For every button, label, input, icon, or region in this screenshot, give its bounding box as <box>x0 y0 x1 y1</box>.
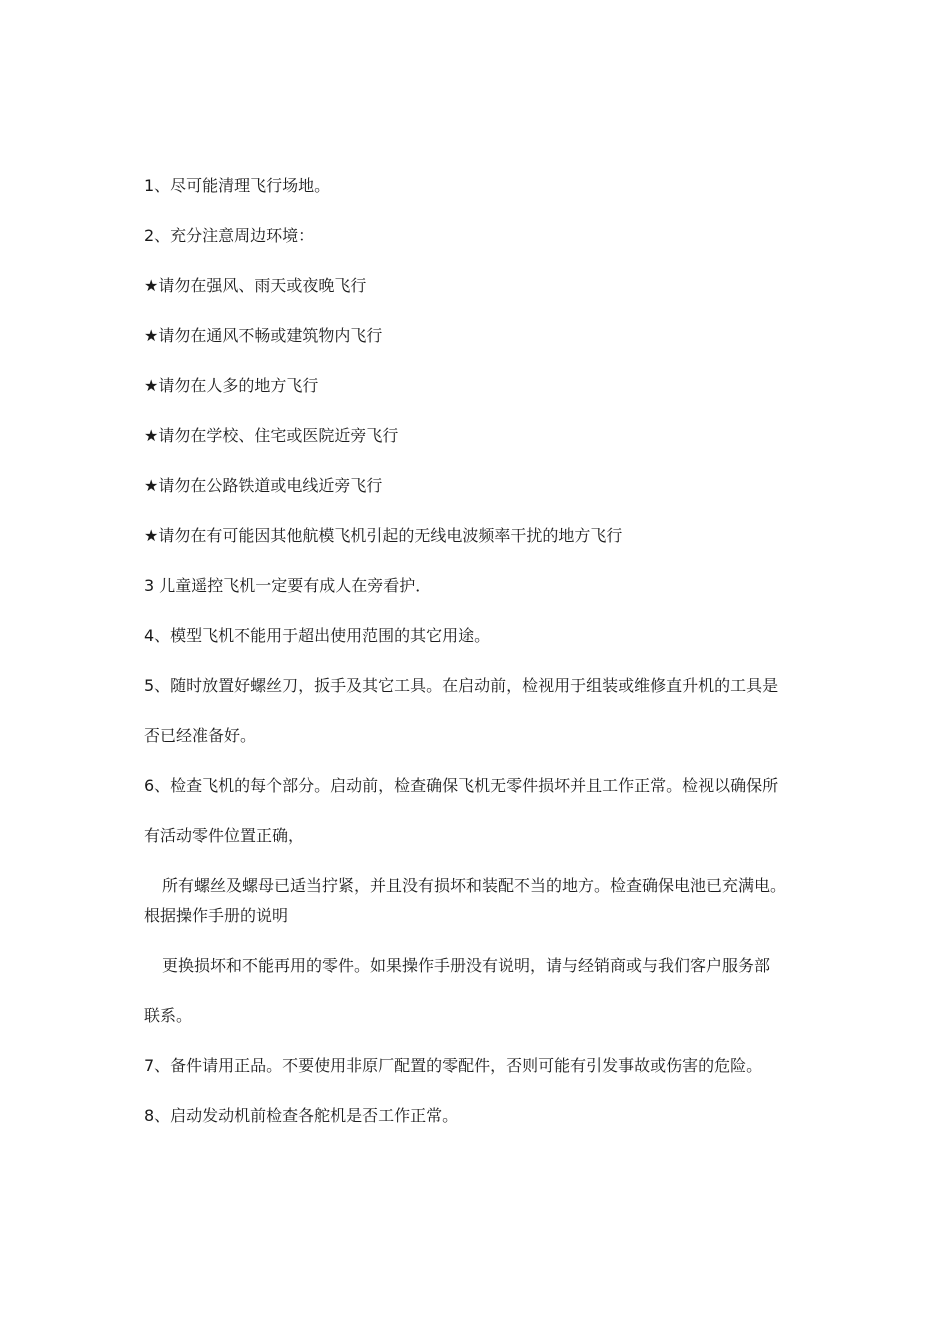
text-line-15: 所有螺丝及螺母已适当拧紧，并且没有损坏和装配不当的地方。检查确保电池已充满电。 <box>162 876 787 895</box>
text-line-18: 联系。 <box>144 1006 193 1025</box>
text-line-11: 5、随时放置好螺丝刀，扳手及其它工具。在启动前，检视用于组装或维修直升机的工具是 <box>144 676 779 695</box>
text-line-7: ★请勿在公路铁道或电线近旁飞行 <box>144 476 383 495</box>
text-line-13: 6、检查飞机的每个部分。启动前，检查确保飞机无零件损坏并且工作正常。检视以确保所 <box>144 776 779 795</box>
text-line-17: 更换损坏和不能再用的零件。如果操作手册没有说明，请与经销商或与我们客户服务部 <box>162 956 771 975</box>
text-line-10: 4、模型飞机不能用于超出使用范围的其它用途。 <box>144 626 491 645</box>
text-line-2: 2、充分注意周边环境： <box>144 226 315 245</box>
text-line-3: ★请勿在强风、雨天或夜晚飞行 <box>144 276 367 295</box>
text-line-8: ★请勿在有可能因其他航模飞机引起的无线电波频率干扰的地方飞行 <box>144 526 623 545</box>
text-line-4: ★请勿在通风不畅或建筑物内飞行 <box>144 326 383 345</box>
text-line-19: 7、备件请用正品。不要使用非原厂配置的零配件，否则可能有引发事故或伤害的危险。 <box>144 1056 763 1075</box>
text-line-12: 否已经准备好。 <box>144 726 257 745</box>
text-line-16: 根据操作手册的说明 <box>144 906 289 925</box>
text-line-1: 1、尽可能清理飞行场地。 <box>144 176 331 195</box>
text-line-5: ★请勿在人多的地方飞行 <box>144 376 319 395</box>
text-line-9: 3 儿童遥控飞机一定要有成人在旁看护． <box>144 576 432 595</box>
text-line-14: 有活动零件位置正确， <box>144 826 305 845</box>
text-line-6: ★请勿在学校、住宅或医院近旁飞行 <box>144 426 399 445</box>
document-body <box>144 170 816 1150</box>
text-line-20: 8、启动发动机前检查各舵机是否工作正常。 <box>144 1106 459 1125</box>
